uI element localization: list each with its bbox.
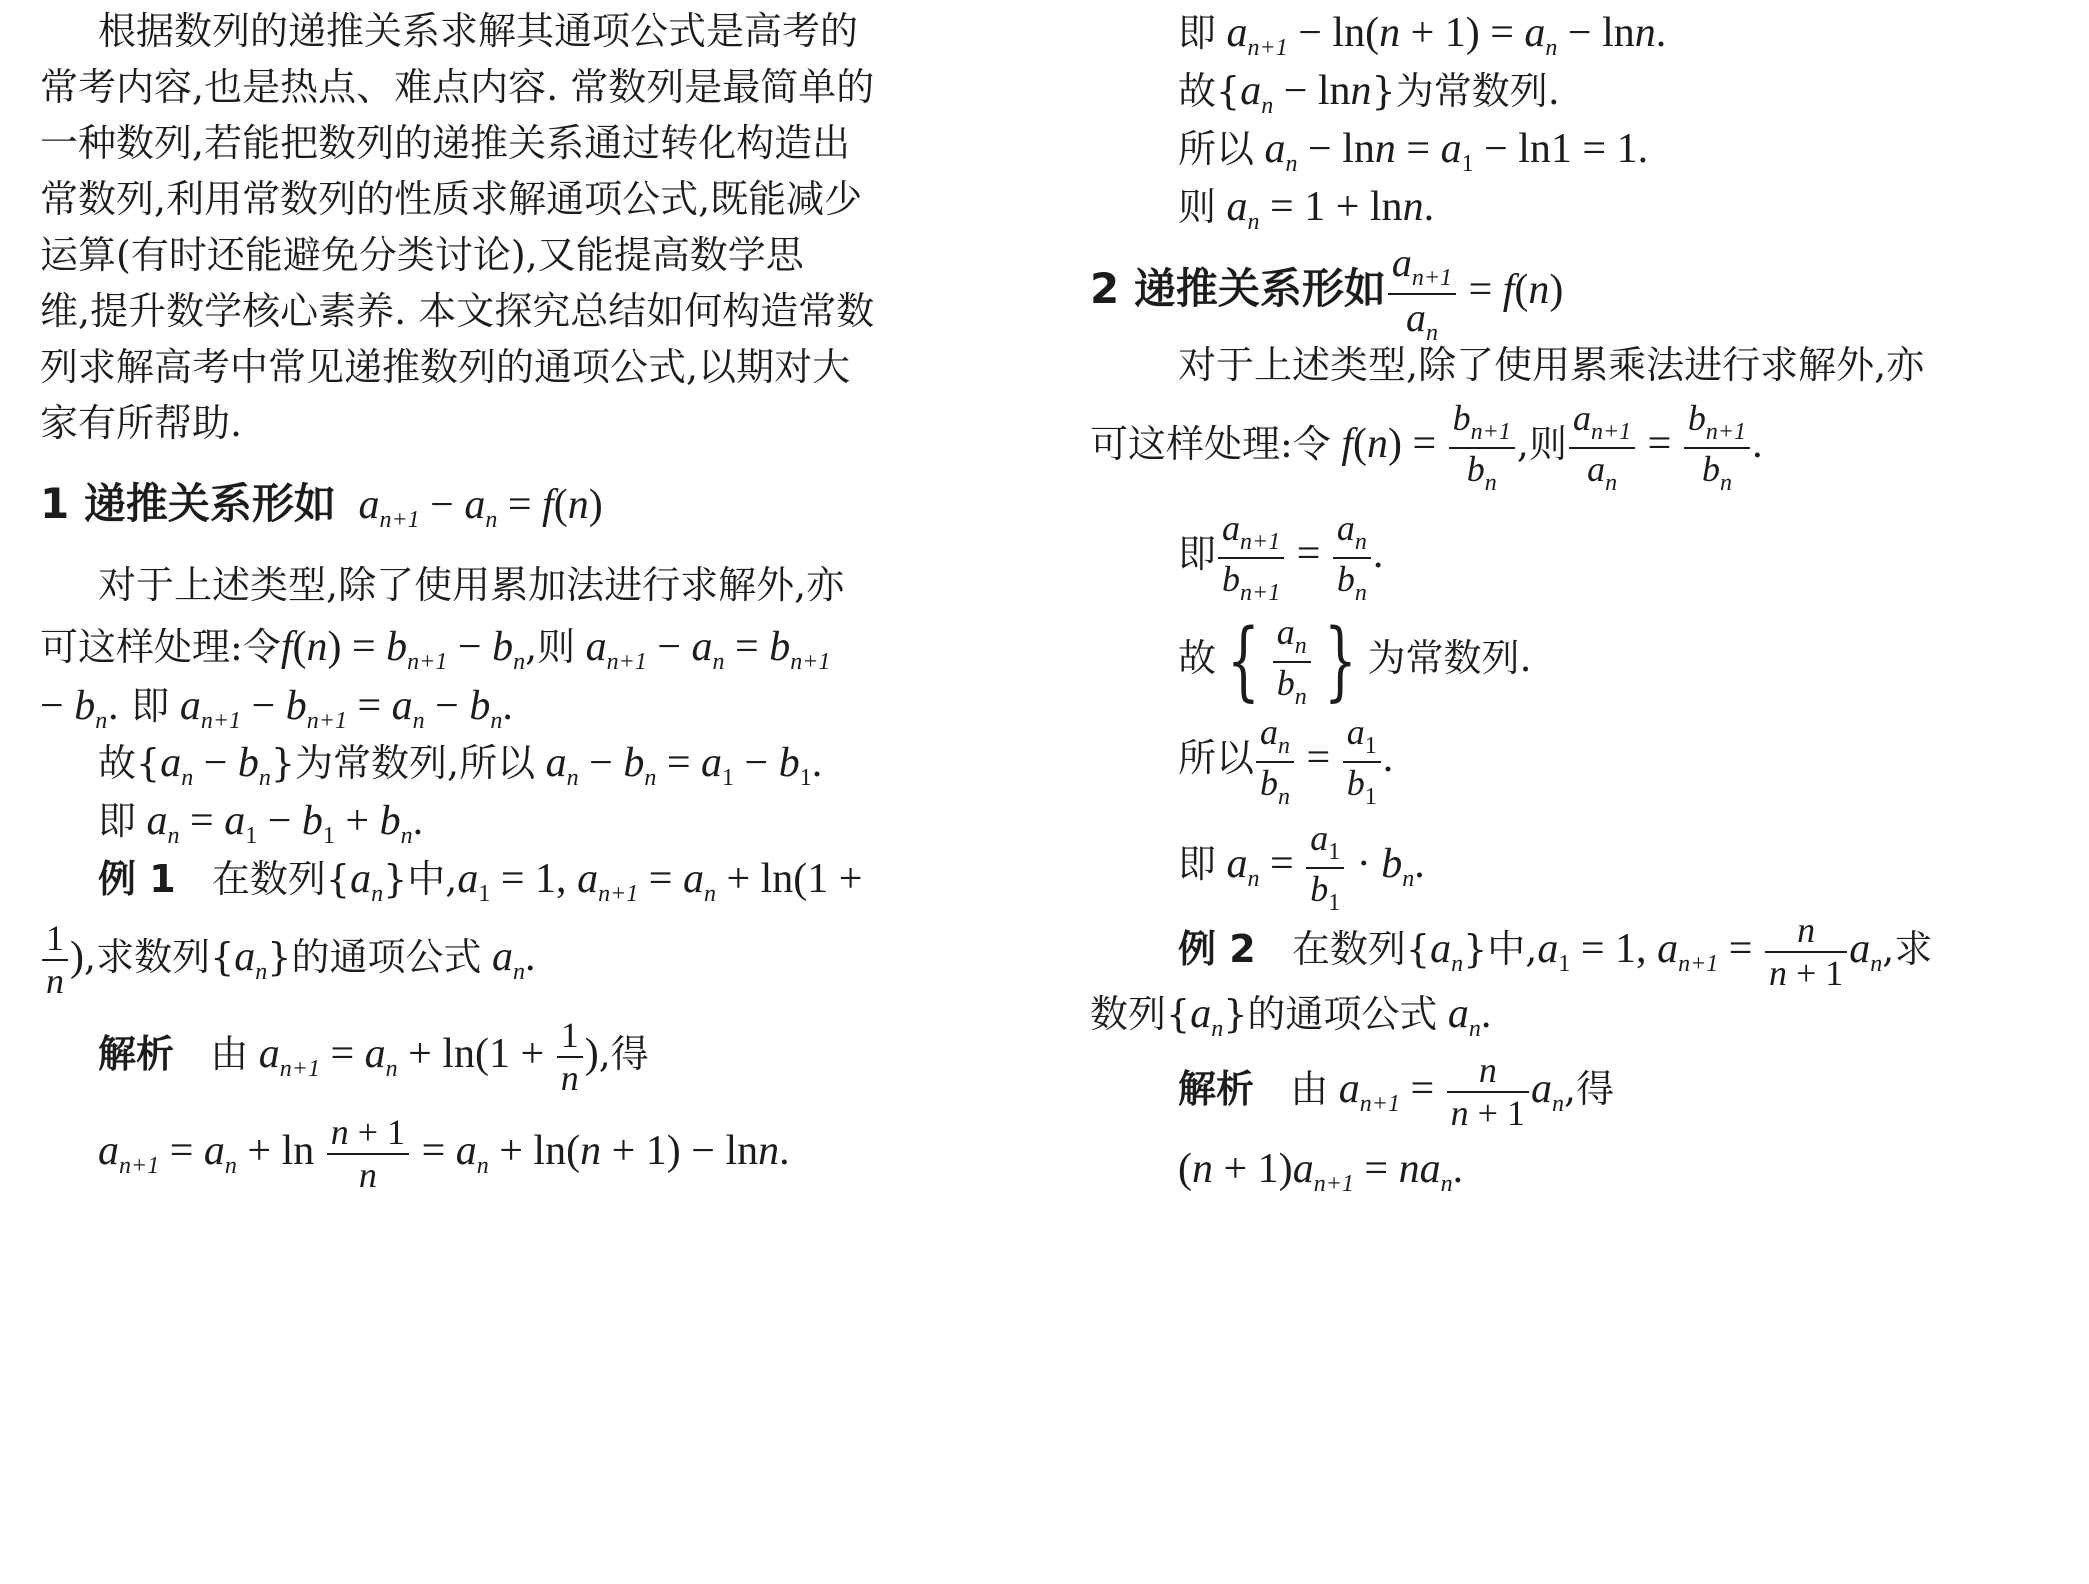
solution-2-line-2: $(n + 1)a_{n+1} = na_n$. — [1178, 1146, 1464, 1197]
right-line-4: 则 $a_n = 1 + \ln n$. — [1178, 184, 1435, 235]
intro-line-2: 常考内容,也是热点、难点内容. 常数列是最简单的 — [40, 65, 875, 109]
right-line-1: 即 $a_{n+1} - \ln(n + 1) = a_n - \ln n$. — [1178, 10, 1667, 61]
intro-line-4: 常数列,利用常数列的性质求解通项公式,既能减少 — [40, 177, 863, 221]
example-2-label: 例 2 — [1178, 926, 1256, 971]
sec1-paragraph-2: 可这样处理:令$f(n) = b_{n+1} - b_n$,则 $a_{n+1} - a_n = b_{n+1}$ — [40, 624, 831, 675]
intro-line-8: 家有所帮助. — [40, 401, 243, 445]
section-1-formula: $a_{n+1} - a_n = f(n)$ — [358, 482, 603, 533]
right-line-6: 故 { $\frac{a_n}{b_n}$ } 为常数列. — [1178, 611, 1532, 712]
intro-line-6: 维,提升数学核心素养. 本文探究总结如何构造常数 — [40, 289, 875, 333]
left-column — [40, 0, 1005, 1584]
example-1-label: 例 1 — [98, 857, 176, 901]
section-1-heading — [40, 479, 603, 533]
solution-2-label: 解析 — [1178, 1066, 1255, 1111]
intro-line-5: 运算(有时还能避免分类讨论),又能提高数学思 — [40, 233, 804, 277]
solution-2-line-1: 解析 由 $a_{n+1}$ = $\frac{n}{n + 1}$ $a_n$,得 — [1178, 1050, 1615, 1134]
intro-line-1: 根据数列的递推关系求解其通项公式是高考的 — [98, 9, 859, 53]
section-1-title: 1 递推关系形如 — [40, 479, 336, 528]
sec1-paragraph-1: 对于上述类型,除了使用累加法进行求解外,亦 — [98, 563, 845, 607]
intro-line-7: 列求解高考中常见递推数列的通项公式,以期对大 — [40, 345, 851, 389]
right-column — [1090, 0, 2070, 1584]
solution-1-line-2: $a_{n+1} = a_n + \ln$ $\frac{n + 1}{n}$ = $a_n + \ln(n + 1) - \ln n$. — [98, 1112, 790, 1196]
solution-1-label: 解析 — [98, 1031, 175, 1076]
right-line-5: 即 $\frac{a_{n+1}}{b_{n+1}}$ = $\frac{a_n}{b_n}$ . — [1178, 508, 1384, 606]
sec1-paragraph-5: 即 $a_n = a_1 - b_1 + b_n$. — [98, 798, 424, 849]
example-2-line-1: 例 2 在数列$\{a_n\}$中$,a_1 = 1$, $a_{n+1}$ = $\frac{n}{n + 1}$ $a_n$,求 — [1178, 910, 1933, 994]
right-line-2: 故$\{a_n - \ln n\}$为常数列. — [1178, 68, 1560, 119]
right-line-3: 所以 $a_n - \ln n = a_1 - \ln 1 = 1$. — [1178, 126, 1649, 177]
example-1-line-2: $\frac{1}{n}$ ),求数列$\{a_n\}$的通项公式 $a_n$. — [40, 918, 535, 1003]
sec2-paragraph-2: 可这样处理:令 f(n) = $\frac{b_{n+1}}{b_n}$ ,则 $\frac{a_{n+1}}{a_n}$ = $\frac{b_{n+1}}{b_n}$ . — [1090, 398, 1763, 496]
solution-1-line-1: 解析 由 $a_{n+1} = a_n + \ln(1$ + $\frac{1}{n}$ ),得 — [98, 1015, 649, 1099]
section-2-title: 2 递推关系形如 — [1090, 264, 1386, 314]
sec2-paragraph-1: 对于上述类型,除了使用累乘法进行求解外,亦 — [1178, 343, 1925, 387]
right-line-7: 所以 $\frac{a_n}{b_n}$ = $\frac{a_1}{b_1}$ . — [1178, 712, 1394, 810]
sec1-paragraph-4: 故$\{a_n - b_n\}$为常数列,所以 $a_n - b_n = a_1 - b_1$. — [98, 740, 823, 791]
intro-line-3: 一种数列,若能把数列的递推关系通过转化构造出 — [40, 121, 851, 165]
example-2-line-2: 数列$\{a_n\}$的通项公式 $a_n$. — [1090, 991, 1492, 1042]
sec1-paragraph-3: − $b_n$. 即 $a_{n+1} - b_{n+1} = a_n - b_n$. — [40, 683, 513, 734]
example-1-line-1: 例 1 在数列$\{a_n\}$中$,a_1 = 1$, $a_{n+1} = a_n + \ln(1$ + — [98, 856, 863, 907]
right-line-8: 即 $a_n$ = $\frac{a_1}{b_1}$ · $b_n$. — [1178, 818, 1425, 916]
section-2-heading: 2 递推关系形如 $\frac{a_{n+1}}{a_n}$ = f(n) — [1090, 240, 1564, 346]
